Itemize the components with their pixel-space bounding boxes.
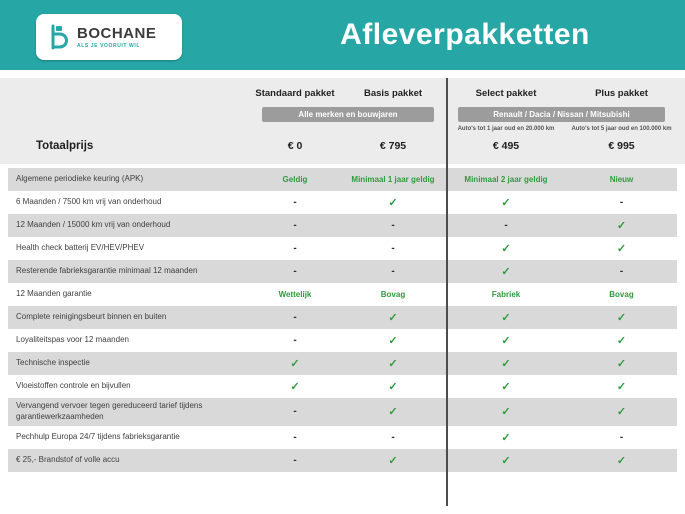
check-icon: ✓ <box>616 243 627 255</box>
dash-mark: - <box>293 454 297 466</box>
check-icon: ✓ <box>616 381 627 393</box>
dash-mark: - <box>293 335 297 346</box>
feature-row <box>8 352 677 375</box>
package-name-standaard: Standaard pakket <box>255 88 335 99</box>
check-icon: ✓ <box>501 358 511 370</box>
check-icon: ✓ <box>616 454 627 467</box>
brand-badge-row <box>8 107 677 122</box>
check-icon: ✓ <box>388 335 398 347</box>
check-icon: ✓ <box>501 381 511 393</box>
feature-label: Technische inspectie <box>16 358 90 368</box>
check-icon: ✓ <box>501 431 511 444</box>
header-bar <box>0 0 685 70</box>
check-icon: ✓ <box>388 197 398 209</box>
dash-mark: - <box>293 406 297 418</box>
condition-select: Auto's tot 1 jaar oud en 20.000 km <box>457 126 555 132</box>
price-standaard: € 0 <box>287 140 303 152</box>
check-icon: ✓ <box>501 312 511 324</box>
feature-label: Resterende fabrieksgarantie minimaal 12 maanden <box>16 266 198 276</box>
feature-row <box>8 283 677 306</box>
dash-mark: - <box>293 243 297 254</box>
feature-label: Vloeistoffen controle en bijvullen <box>16 381 131 391</box>
feature-value: Geldig <box>282 175 308 184</box>
check-icon: ✓ <box>501 406 511 419</box>
bochane-logo <box>36 14 182 60</box>
feature-value: Nieuw <box>609 175 634 184</box>
feature-label: 6 Maanden / 7500 km vrij van onderhoud <box>16 197 162 207</box>
check-icon: ✓ <box>290 358 300 370</box>
feature-label: Loyaliteitspas voor 12 maanden <box>16 335 129 345</box>
feature-label: Health check batterij EV/HEV/PHEV <box>16 243 145 253</box>
dash-mark: - <box>391 431 395 443</box>
feature-row <box>8 306 677 329</box>
logo-text-block <box>77 26 156 49</box>
feature-label: Vervangend vervoer tegen gereduceerd tarief tijdens garantiewerkzaamheden <box>16 401 203 421</box>
check-icon: ✓ <box>501 266 511 278</box>
package-name-basis: Basis pakket <box>363 88 423 99</box>
dash-mark: - <box>293 312 297 323</box>
dash-mark: - <box>504 220 508 231</box>
check-icon: ✓ <box>616 406 627 419</box>
condition-row <box>8 122 677 134</box>
column-divider <box>446 78 448 506</box>
brand-name: BOCHANE <box>77 24 157 42</box>
check-icon: ✓ <box>501 197 511 209</box>
check-icon: ✓ <box>388 454 398 467</box>
feature-row <box>8 329 677 352</box>
package-name-select: Select pakket <box>475 88 537 99</box>
feature-row <box>8 237 677 260</box>
feature-label: Algemene periodieke keuring (APK) <box>16 174 144 184</box>
table-header <box>0 78 685 164</box>
badge-all-brands: Alle merken en bouwjaren <box>262 107 434 122</box>
feature-row <box>8 375 677 398</box>
feature-row <box>8 449 677 472</box>
feature-value: Minimaal 2 jaar geldig <box>464 175 548 184</box>
badge-renault-group: Renault / Dacia / Nissan / Mitsubishi <box>458 107 665 122</box>
dash-mark: - <box>293 431 297 443</box>
check-icon: ✓ <box>501 454 511 467</box>
check-icon: ✓ <box>616 312 627 324</box>
feature-label: € 25,- Brandstof of volle accu <box>16 454 120 464</box>
check-icon: ✓ <box>616 358 627 370</box>
bochane-logo-icon <box>46 24 70 50</box>
feature-row <box>8 191 677 214</box>
package-name-row <box>8 86 677 107</box>
brand-tagline: ALS JE VOORUIT WIL <box>77 42 141 49</box>
feature-row <box>8 398 677 426</box>
feature-label: 12 Maanden garantie <box>16 289 92 299</box>
check-icon: ✓ <box>616 335 627 347</box>
check-icon: ✓ <box>616 220 627 232</box>
dash-mark: - <box>293 197 297 208</box>
feature-row <box>8 168 677 191</box>
feature-value: Wettelijk <box>278 290 312 299</box>
feature-label: Complete reinigingsbeurt binnen en buiten <box>16 312 167 322</box>
condition-plus: Auto's tot 5 jaar oud en 100.000 km <box>571 126 672 132</box>
feature-value: Bovag <box>609 290 634 299</box>
check-icon: ✓ <box>501 335 511 347</box>
total-price-row <box>8 134 677 160</box>
feature-row <box>8 214 677 237</box>
dash-mark: - <box>619 431 624 443</box>
feature-row <box>8 426 677 449</box>
check-icon: ✓ <box>388 381 398 393</box>
feature-value: Fabriek <box>491 290 521 299</box>
dash-mark: - <box>293 220 297 231</box>
feature-label: Pechhulp Europa 24/7 tijdens fabrieksgarantie <box>16 431 180 441</box>
dash-mark: - <box>391 220 395 231</box>
dash-mark: - <box>293 266 297 277</box>
check-icon: ✓ <box>501 243 511 255</box>
check-icon: ✓ <box>290 381 300 393</box>
check-icon: ✓ <box>388 358 398 370</box>
check-icon: ✓ <box>388 312 398 324</box>
feature-label: 12 Maanden / 15000 km vrij van onderhoud <box>16 220 171 230</box>
feature-value: Bovag <box>380 290 406 299</box>
dash-mark: - <box>391 266 395 277</box>
package-name-plus: Plus pakket <box>595 88 648 99</box>
check-icon: ✓ <box>388 406 398 419</box>
feature-rows <box>0 168 685 472</box>
price-basis: € 795 <box>379 140 407 152</box>
page-title: Afleverpakketten <box>340 18 590 51</box>
dash-mark: - <box>391 243 395 254</box>
price-select: € 495 <box>492 140 520 152</box>
feature-row <box>8 260 677 283</box>
dash-mark: - <box>619 197 624 208</box>
feature-value: Minimaal 1 jaar geldig <box>351 175 435 184</box>
dash-mark: - <box>619 266 624 277</box>
total-price-label: Totaalprijs <box>36 140 94 152</box>
price-plus: € 995 <box>608 140 635 152</box>
